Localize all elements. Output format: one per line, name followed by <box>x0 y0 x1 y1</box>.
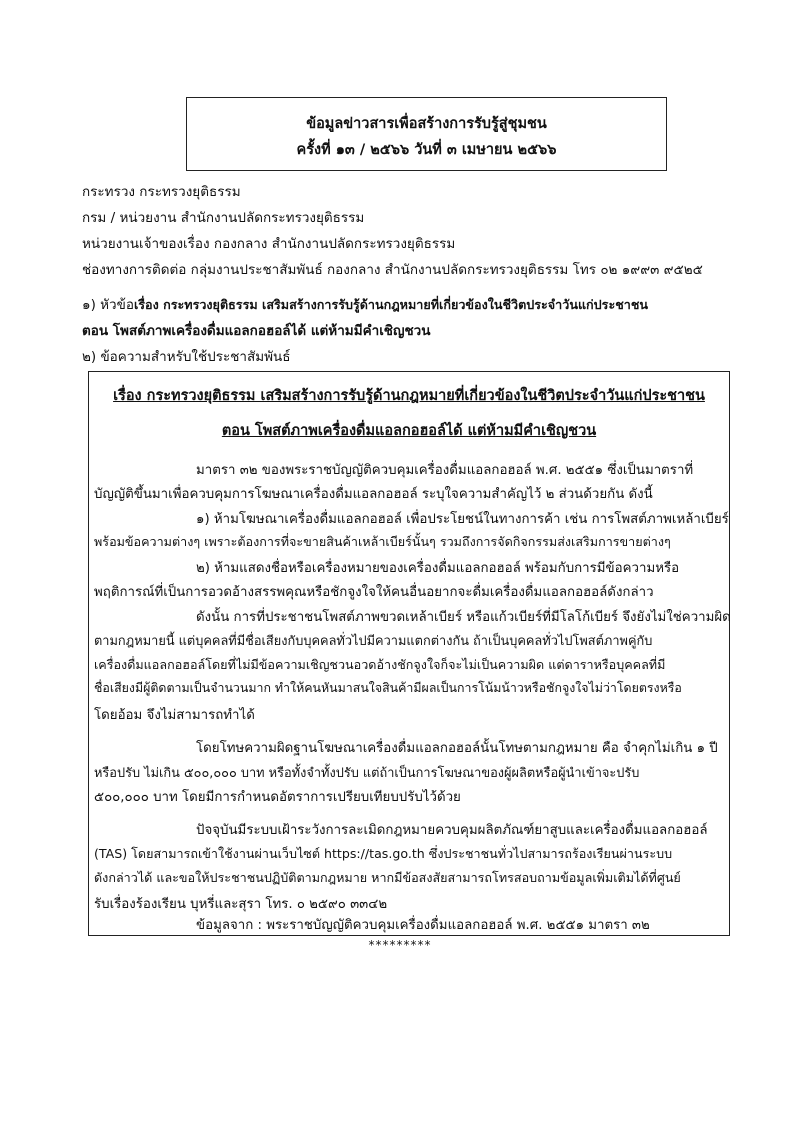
topic-prefix: ๑) หัวข้อ <box>82 297 134 313</box>
paragraph-line: (TAS) โดยสามารถเข้าใช้งานผ่านเว็บไซต์ https://tas.go.th ซึ่งประชาชนทั่วไปสามารถร้องเรียนผ่านระบบ <box>94 846 673 861</box>
paragraph-line: มาตรา ๓๒ ของพระราชบัญญัติควบคุมเครื่องดื่มแอลกอฮอล์ พ.ศ. ๒๕๕๑ ซึ่งเป็นมาตราที่ <box>196 463 694 478</box>
end-marker: ********* <box>368 938 432 952</box>
paragraph-line: บัญญัติขึ้นมาเพื่อควบคุมการโฆษณาเครื่องดื่มแอลกอฮอล์ ระบุใจความสำคัญไว้ ๒ ส่วนด้วยกัน ดังนี้ <box>94 487 653 502</box>
paragraph-line: ๒) ห้ามแสดงชื่อหรือเครื่องหมายของเครื่องดื่มแอลกอฮอล์ พร้อมกับการมีข้อความหรือ <box>196 561 680 576</box>
paragraph-line: ๑) ห้ามโฆษณาเครื่องดื่มแอลกอฮอล์ เพื่อประโยชน์ในทางการค้า เช่น การโพสต์ภาพเหล้าเบียร์ <box>196 512 729 527</box>
paragraph-line: ปัจจุบันมีระบบเฝ้าระวังการละเมิดกฎหมายควบคุมผลิตภัณฑ์ยาสูบและเครื่องดื่มแอลกอฮอล์ <box>196 823 708 838</box>
paragraph-line: ๕๐๐,๐๐๐ บาท โดยมีการกำหนดอัตราการเปรียบเทียบปรับไว้ด้วย <box>94 790 461 805</box>
header-title: ข้อมูลข่าวสารเพื่อสร้างการรับรู้สู่ชุมชน <box>306 116 547 132</box>
source-line: ข้อมูลจาก : พระราชบัญญัติควบคุมเครื่องดื่มแอลกอฮอล์ พ.ศ. ๒๕๕๑ มาตรา ๓๒ <box>196 918 650 933</box>
department-line: กรม / หน่วยงาน สำนักงานปลัดกระทรวงยุติธรรม <box>82 210 365 226</box>
paragraph-line: เครื่องดื่มแอลกอฮอล์โดยที่ไม่มีข้อความเชิญชวนอวดอ้างชักจูงใจก็จะไม่เป็นความผิด แต่ดาราหรือบุคคลที่มี <box>94 657 666 672</box>
topic-line-1 <box>82 293 648 315</box>
paragraph-line: หรือปรับ ไม่เกิน ๕๐๐,๐๐๐ บาท หรือทั้งจำทั้งปรับ แต่ถ้าเป็นการโฆษณาของผู้ผลิตหรือผู้นำเข้าจะปรับ <box>94 766 640 781</box>
ministry-line: กระทรวง กระทรวงยุติธรรม <box>82 184 241 200</box>
topic-line-2: ตอน โพสต์ภาพเครื่องดื่มแอลกอฮอล์ได้ แต่ห้ามมีคำเชิญชวน <box>82 323 431 339</box>
paragraph-line: โดยโทษความผิดฐานโฆษณาเครื่องดื่มแอลกอฮอล์นั้นโทษตามกฎหมาย คือ จำคุกไม่เกิน ๑ ปี <box>196 741 718 756</box>
paragraph-line: โดยอ้อม จึงไม่สามารถทำได้ <box>94 708 255 723</box>
press-release-box <box>88 371 730 936</box>
header-issue-date: ครั้งที่ ๑๓ / ๒๕๖๖ วันที่ ๓ เมษายน ๒๕๖๖ <box>296 142 557 158</box>
paragraph-line: พร้อมข้อความต่างๆ เพราะต้องการที่จะขายสินค้าเหล้าเบียร์นั้นๆ รวมถึงการจัดกิจกรรมส่งเสริมการขายต่างๆ <box>94 534 671 549</box>
topic-title: เรื่อง กระทรวงยุติธรรม เสริมสร้างการรับรู้ด้านกฎหมายที่เกี่ยวข้องในชีวิตประจำวันแก่ประชาชน <box>133 297 648 312</box>
box-title-1: เรื่อง กระทรวงยุติธรรม เสริมสร้างการรับรู้ด้านกฎหมายที่เกี่ยวข้องในชีวิตประจำวันแก่ประชาชน <box>113 388 705 404</box>
box-title-2: ตอน โพสต์ภาพเครื่องดื่มแอลกอฮอล์ได้ แต่ห้ามมีคำเชิญชวน <box>221 423 597 439</box>
paragraph-line: ชื่อเสียงมีผู้ติดตามเป็นจำนวนมาก ทำให้คนหันมาสนใจสินค้ามีผลเป็นการโน้มน้าวหรือชักจูงใจไม่ว่าโดยตรงหรือ <box>94 680 682 695</box>
paragraph-line: ดังนั้น การที่ประชาชนโพสต์ภาพขวดเหล้าเบียร์ หรือแก้วเบียร์ที่มีโลโก้เบียร์ จึงยังไม่ใช่ความผิด <box>196 610 731 625</box>
paragraph-line: พฤติการณ์ที่เป็นการอวดอ้างสรรพคุณหรือชักจูงใจให้คนอื่นอยากจะดื่มเครื่องดื่มแอลกอฮอล์ดังกล่าว <box>94 585 654 600</box>
paragraph-line: รับเรื่องร้องเรียน บุหรี่และสุรา โทร. ๐ ๒๕๙๐ ๓๓๔๒ <box>94 897 388 912</box>
paragraph-line: ตามกฎหมายนี้ แต่บุคคลที่มีชื่อเสียงกับบุคคลทั่วไปมีความแตกต่างกัน ถ้าเป็นบุคคลทั่วไปโพสต์ภาพคู่กับ <box>94 634 653 649</box>
header-box <box>186 97 667 171</box>
contact-line: ช่องทางการติดต่อ กลุ่มงานประชาสัมพันธ์ กองกลาง สำนักงานปลัดกระทรวงยุติธรรม โทร ๐๒ ๑๙๙๓ ๙๕๒๕ <box>82 262 703 278</box>
paragraph-line: ดังกล่าวได้ และขอให้ประชาชนปฏิบัติตามกฎหมาย หากมีข้อสงสัยสามารถโทรสอบถามข้อมูลเพิ่มเติมได้ที่ศูนย์ <box>94 870 681 885</box>
item-2-label: ๒) ข้อความสำหรับใช้ประชาสัมพันธ์ <box>82 349 291 365</box>
owner-line: หน่วยงานเจ้าของเรื่อง กองกลาง สำนักงานปลัดกระทรวงยุติธรรม <box>82 236 456 252</box>
